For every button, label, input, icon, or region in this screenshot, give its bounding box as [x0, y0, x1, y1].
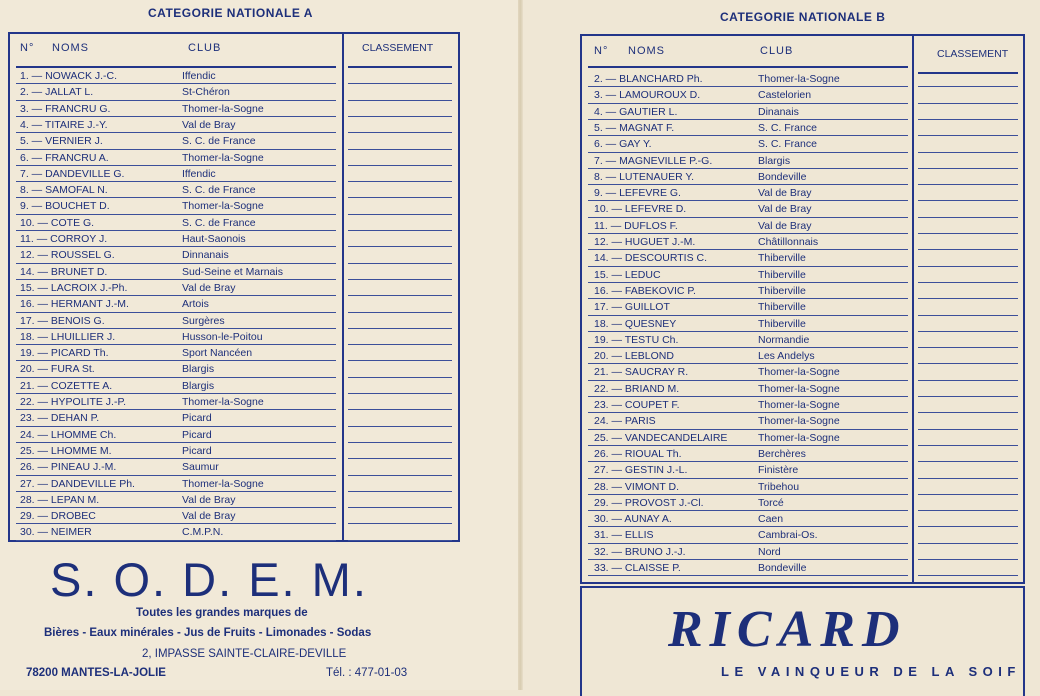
header-classement: CLASSEMENT [937, 48, 1009, 60]
player-name: 16. — HERMANT J.-M. [20, 298, 129, 311]
player-club: Dinnanais [182, 249, 229, 262]
player-club: Iffendic [182, 167, 216, 180]
player-club: Val de Bray [758, 203, 812, 216]
table-row [594, 250, 914, 266]
classement-rule [918, 152, 1018, 153]
classement-rule [348, 507, 452, 508]
classement-rule [348, 328, 452, 329]
player-club: Thomer-la-Sogne [758, 366, 840, 379]
classement-rule [348, 491, 452, 492]
table-row [20, 215, 340, 231]
classement-rule [348, 279, 452, 280]
table-row [594, 462, 914, 478]
category-b-title: CATEGORIE NATIONALE B [720, 10, 886, 24]
player-name: 30. — NEIMER [20, 526, 92, 539]
player-club: Picard [182, 412, 212, 425]
player-name: 5. — MAGNAT F. [594, 121, 675, 134]
player-name: 6. — FRANCRU A. [20, 151, 109, 164]
classement-rule [918, 543, 1018, 544]
table-row [594, 136, 914, 152]
table-row [594, 153, 914, 169]
player-name: 5. — VERNIER J. [20, 135, 103, 148]
player-club: Artois [182, 298, 209, 311]
table-row [20, 459, 340, 475]
player-name: 24. — LHOMME Ch. [20, 428, 117, 441]
table-row [594, 316, 914, 332]
player-club: Thiberville [758, 252, 806, 265]
player-club: Thomer-la-Sogne [758, 399, 840, 411]
header-noms: NOMS [52, 42, 89, 54]
player-name: 32. — BRUNO J.-J. [594, 545, 686, 558]
player-name: 16. — FABEKOVIC P. [594, 284, 696, 297]
header-rule-right [348, 66, 452, 68]
player-club: Normandie [758, 333, 810, 346]
table-row [594, 267, 914, 283]
player-club: Thiberville [758, 301, 806, 314]
classement-rule [348, 295, 452, 296]
classement-rule [348, 377, 452, 378]
table-row [20, 378, 340, 394]
classement-rule [348, 197, 452, 198]
player-club: Thomer-la-Sogne [182, 200, 264, 213]
player-name: 17. — BENOIS G. [20, 314, 105, 327]
table-row [20, 264, 340, 280]
player-name: 8. — SAMOFAL N. [20, 184, 108, 197]
player-name: 29. — DROBEC [20, 510, 96, 523]
player-name: 29. — PROVOST J.-Cl. [594, 496, 704, 509]
player-name: 24. — PARIS [594, 415, 656, 428]
classement-rule [918, 494, 1018, 495]
row-rule [588, 575, 908, 576]
player-name: 17. — GUILLOT [594, 301, 670, 314]
classement-rule [918, 282, 1018, 283]
player-name: 18. — QUESNEY [594, 317, 677, 330]
classement-rule [918, 526, 1018, 527]
classement-rule [918, 412, 1018, 413]
player-name: 30. — AUNAY A. [594, 513, 672, 526]
player-name: 2. — BLANCHARD Ph. [594, 73, 703, 85]
header-classement: CLASSEMENT [362, 42, 434, 54]
player-club: Picard [182, 428, 212, 441]
table-row [594, 201, 914, 217]
table-row [594, 283, 914, 299]
player-name: 27. — GESTIN J.-L. [594, 464, 688, 477]
player-club: Torcé [758, 496, 784, 509]
table-row [594, 234, 914, 250]
player-name: 22. — HYPOLITE J.-P. [20, 396, 127, 408]
player-club: Bondeville [758, 170, 807, 183]
table-row [20, 166, 340, 182]
table-row [20, 313, 340, 329]
classement-rule [918, 347, 1018, 348]
table-row [594, 560, 914, 576]
player-name: 26. — RIOUAL Th. [594, 447, 682, 460]
player-club: Thomer-la-Sogne [182, 477, 264, 490]
player-name: 12. — HUGUET J.-M. [594, 236, 696, 248]
player-club: S. C. de France [182, 184, 256, 197]
table-row [20, 133, 340, 149]
player-club: Thiberville [758, 268, 806, 281]
header-club: CLUB [760, 45, 794, 57]
classement-rule [348, 426, 452, 427]
table-row [594, 348, 914, 364]
classement-rule [348, 214, 452, 215]
player-club: Thomer-la-Sogne [758, 415, 840, 428]
player-name: 31. — ELLIS [594, 529, 654, 542]
sodem-line1: Toutes les grandes marques de [136, 607, 308, 619]
table-row [20, 492, 340, 508]
player-club: Surgères [182, 314, 225, 327]
classement-rule [918, 184, 1018, 185]
table-row [20, 84, 340, 100]
player-name: 2. — JALLAT L. [20, 86, 94, 99]
player-name: 11. — CORROY J. [20, 233, 108, 245]
table-row [20, 150, 340, 166]
classement-rule [918, 559, 1018, 560]
table-row [594, 479, 914, 495]
classement-rule [918, 103, 1018, 104]
player-name: 28. — VIMONT D. [594, 480, 679, 493]
player-name: 8. — LUTENAUER Y. [594, 170, 694, 183]
player-club: Val de Bray [182, 281, 236, 294]
player-club: Husson-le-Poitou [182, 330, 263, 343]
player-name: 21. — COZETTE A. [20, 379, 113, 392]
player-club: Blargis [758, 154, 791, 167]
player-club: Iffendic [182, 70, 216, 82]
player-name: 10. — LEFEVRE D. [594, 203, 687, 216]
category-a-table [8, 32, 460, 542]
player-club: Dinanais [758, 105, 799, 118]
table-row [594, 527, 914, 543]
table-row [20, 117, 340, 133]
classement-rule [918, 86, 1018, 87]
classement-rule [348, 442, 452, 443]
player-name: 9. — LEFEVRE G. [594, 187, 681, 200]
player-club: Val de Bray [182, 510, 236, 523]
player-name: 18. — LHUILLIER J. [20, 330, 116, 343]
table-row [594, 104, 914, 120]
player-name: 4. — GAUTIER L. [594, 105, 678, 118]
table-row [594, 332, 914, 348]
player-name: 7. — DANDEVILLE G. [20, 167, 125, 180]
table-row [20, 345, 340, 361]
player-name: 23. — DEHAN P. [20, 412, 100, 425]
table-row [594, 120, 914, 136]
player-name: 15. — LEDUC [594, 268, 661, 281]
player-club: Nord [758, 545, 781, 558]
player-club: Val de Bray [182, 493, 236, 506]
player-name: 26. — PINEAU J.-M. [20, 461, 117, 474]
player-name: 1. — NOWACK J.-C. [20, 70, 118, 82]
classement-rule [918, 168, 1018, 169]
row-rule [16, 540, 336, 541]
table-row [20, 296, 340, 312]
sodem-logo: S. O. D. E. M. [50, 553, 368, 606]
classement-rule [348, 360, 452, 361]
table-row [594, 218, 914, 234]
table-row [20, 427, 340, 443]
table-row [20, 394, 340, 410]
table-row [20, 329, 340, 345]
table-row [20, 101, 340, 117]
classement-rule [348, 312, 452, 313]
classement-rule [348, 523, 452, 524]
player-club: C.M.P.N. [182, 526, 224, 539]
classement-rule [348, 83, 452, 84]
player-name: 3. — FRANCRU G. [20, 102, 111, 115]
classement-rule [348, 165, 452, 166]
classement-rule [918, 200, 1018, 201]
player-club: Thomer-la-Sogne [182, 151, 264, 164]
player-name: 11. — DUFLOS F. [594, 219, 678, 232]
table-row [20, 280, 340, 296]
classement-rule [918, 119, 1018, 120]
classement-rule [348, 149, 452, 150]
page-fold [518, 0, 523, 690]
player-name: 7. — MAGNEVILLE P.-G. [594, 154, 713, 167]
sodem-address: 2, IMPASSE SAINTE-CLAIRE-DEVILLE [142, 648, 347, 660]
table-row [594, 397, 914, 413]
player-name: 19. — TESTU Ch. [594, 333, 679, 346]
table-row [20, 443, 340, 459]
player-name: 14. — DESCOURTIS C. [594, 252, 707, 265]
table-row [594, 495, 914, 511]
player-club: S. C. de France [182, 135, 256, 148]
table-row [594, 430, 914, 446]
classement-rule [348, 393, 452, 394]
table-row [20, 410, 340, 426]
player-name: 25. — LHOMME M. [20, 444, 112, 457]
player-name: 19. — PICARD Th. [20, 347, 109, 360]
player-club: Thomer-la-Sogne [758, 431, 840, 444]
classement-rule [348, 181, 452, 182]
table-row [20, 508, 340, 524]
classement-rule [918, 266, 1018, 267]
player-name: 10. — COTE G. [20, 216, 95, 229]
classement-rule [918, 510, 1018, 511]
player-club: Finistère [758, 464, 799, 477]
player-name: 27. — DANDEVILLE Ph. [20, 477, 135, 490]
classement-rule [348, 540, 452, 541]
sodem-line2: Bières - Eaux minérales - Jus de Fruits - Limonades - Sodas [44, 627, 372, 639]
player-name: 25. — VANDECANDELAIRE [594, 431, 728, 444]
table-row [20, 68, 340, 84]
player-club: Berchères [758, 447, 806, 460]
player-name: 3. — LAMOUROUX D. [594, 89, 701, 102]
player-club: Val de Bray [758, 219, 812, 232]
classement-rule [348, 344, 452, 345]
classement-rule [918, 461, 1018, 462]
table-row [594, 71, 914, 87]
player-club: S. C. de France [182, 216, 256, 229]
classement-rule [918, 233, 1018, 234]
classement-rule [918, 249, 1018, 250]
player-club: Les Andelys [758, 350, 815, 363]
classement-rule [918, 429, 1018, 430]
table-row [594, 185, 914, 201]
player-club: Caen [758, 513, 784, 526]
table-row [594, 169, 914, 185]
player-club: Castelorien [758, 89, 812, 102]
table-row [594, 511, 914, 527]
player-name: 33. — CLAISSE P. [594, 562, 681, 574]
classement-rule [918, 445, 1018, 446]
table-row [594, 544, 914, 560]
header-club: CLUB [188, 42, 222, 54]
table-row [20, 182, 340, 198]
header-rule [588, 66, 908, 68]
player-club: Cambrai-Os. [758, 529, 818, 542]
player-club: Val de Bray [758, 187, 812, 200]
player-club: Sport Nancéen [182, 347, 253, 360]
classement-rule [918, 315, 1018, 316]
classement-rule [918, 135, 1018, 136]
classement-rule [348, 475, 452, 476]
classement-rule [918, 380, 1018, 381]
player-name: 14. — BRUNET D. [20, 265, 108, 278]
sodem-city: 78200 MANTES-LA-JOLIE [26, 667, 166, 679]
table-row [20, 198, 340, 214]
classement-rule [348, 100, 452, 101]
classement-rule [348, 132, 452, 133]
player-name: 28. — LEPAN M. [20, 493, 100, 506]
player-club: Blargis [182, 363, 215, 376]
category-b-table [580, 34, 1025, 584]
table-row [594, 364, 914, 380]
sodem-tel: Tél. : 477-01-03 [326, 667, 408, 679]
table-row [594, 299, 914, 315]
classement-rule [348, 116, 452, 117]
player-club: Sud-Seine et Marnais [182, 265, 283, 278]
classement-rule [348, 409, 452, 410]
player-name: 21. — SAUCRAY R. [594, 366, 689, 379]
column-divider [342, 34, 344, 540]
player-club: Saumur [182, 461, 219, 474]
classement-rule [918, 217, 1018, 218]
header-no: N° [594, 45, 609, 57]
classement-rule [918, 478, 1018, 479]
classement-rule [348, 246, 452, 247]
table-row [594, 446, 914, 462]
ricard-logo: RICARD [668, 601, 907, 658]
table-row [594, 381, 914, 397]
player-club: Châtillonnais [758, 236, 819, 248]
player-club: Thomer-la-Sogne [182, 102, 264, 115]
player-club: Thomer-la-Sogne [758, 382, 840, 395]
player-name: 23. — COUPET F. [594, 399, 680, 411]
header-noms: NOMS [628, 45, 665, 57]
player-club: Val de Bray [182, 118, 236, 131]
table-row [594, 413, 914, 429]
player-name: 12. — ROUSSEL G. [20, 249, 115, 262]
classement-rule [348, 263, 452, 264]
classement-rule [918, 575, 1018, 576]
category-a-title: CATEGORIE NATIONALE A [148, 6, 313, 20]
classement-rule [918, 396, 1018, 397]
classement-rule [348, 458, 452, 459]
player-name: 4. — TITAIRE J.-Y. [20, 118, 108, 131]
player-club: Haut-Saonois [182, 233, 246, 245]
header-rule-right [918, 72, 1018, 74]
table-row [594, 87, 914, 103]
player-name: 20. — LEBLOND [594, 350, 674, 363]
player-club: Bondeville [758, 562, 807, 574]
table-row [20, 361, 340, 377]
player-name: 15. — LACROIX J.-Ph. [20, 281, 128, 294]
table-row [20, 524, 340, 540]
player-name: 9. — BOUCHET D. [20, 200, 110, 213]
player-club: Thiberville [758, 317, 806, 330]
classement-rule [918, 363, 1018, 364]
player-club: Tribehou [758, 480, 800, 493]
header-no: N° [20, 42, 35, 54]
player-name: 6. — GAY Y. [594, 138, 652, 151]
player-club: St-Chéron [182, 86, 230, 99]
player-club: S. C. France [758, 138, 817, 151]
classement-rule [918, 298, 1018, 299]
table-row [20, 476, 340, 492]
player-name: 22. — BRIAND M. [594, 382, 680, 395]
classement-rule [918, 331, 1018, 332]
player-name: 20. — FURA St. [20, 363, 95, 376]
player-club: Thiberville [758, 284, 806, 297]
player-club: Picard [182, 444, 212, 457]
table-row [20, 247, 340, 263]
ricard-tagline: LE VAINQUEUR DE LA SOIF [721, 664, 1021, 679]
player-club: Blargis [182, 379, 215, 392]
classement-rule [348, 230, 452, 231]
player-club: Thomer-la-Sogne [758, 73, 840, 85]
player-club: S. C. France [758, 121, 817, 134]
table-row [20, 231, 340, 247]
player-club: Thomer-la-Sogne [182, 396, 264, 408]
